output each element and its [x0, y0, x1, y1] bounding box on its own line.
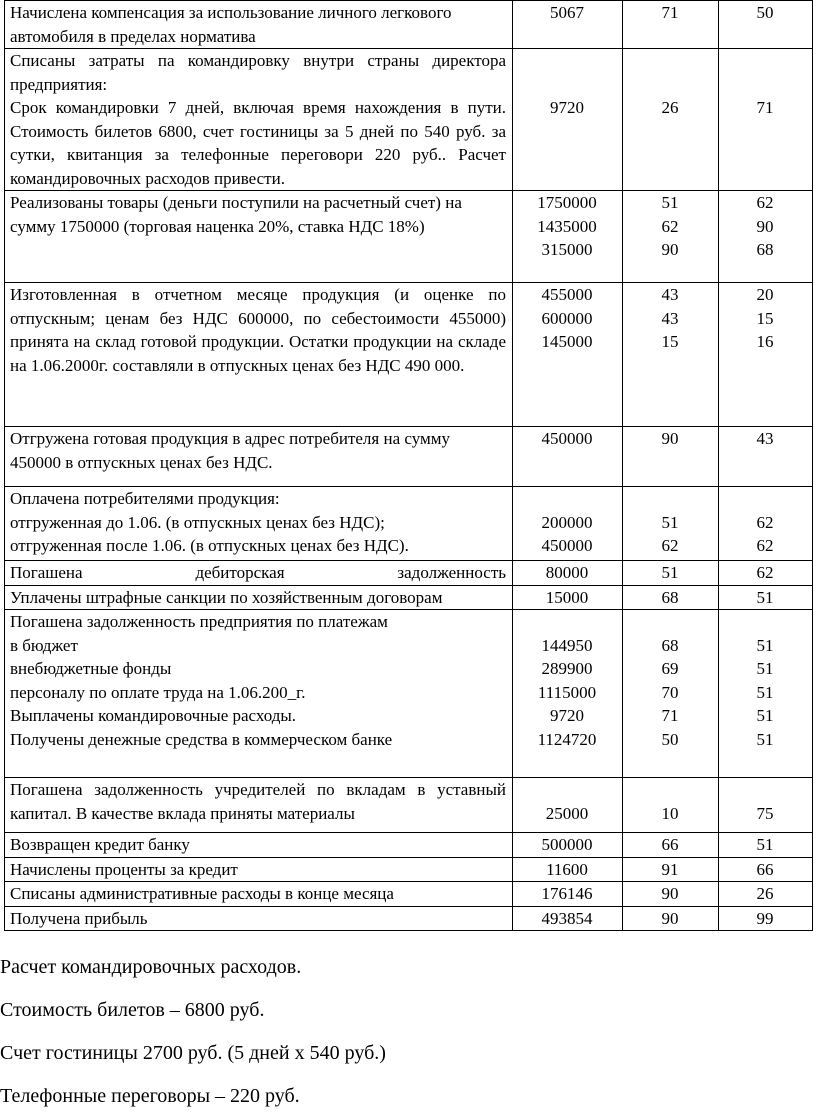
table-row [5, 191, 813, 283]
credit-account: 66 [756, 859, 774, 879]
debit-cell [623, 191, 719, 283]
debit-account: 26 [661, 98, 679, 117]
credit-account: 51 [756, 635, 774, 655]
amount-value: 9720 [550, 706, 584, 725]
amount-cell [513, 882, 623, 907]
amount-value: 1115000 [537, 682, 597, 702]
amount-value: 200000 [541, 512, 593, 532]
debit-account: 69 [661, 659, 679, 678]
credit-account: 43 [756, 429, 774, 448]
credit-account: 68 [756, 240, 774, 259]
description-line: Изготовленная в отчетном месяце продукция (и оценке по отпускным; ценам без НДС 600000, по себестоимости 455000) принята на склад готовой продукции. Остатки продукции на складе на 1.06.2000г. составляли в отпускных ценах без НДС 490 000. [10, 285, 506, 375]
amount-value: 450000 [541, 536, 593, 555]
amount-cell [513, 906, 623, 931]
debit-cell [623, 49, 719, 191]
debit-account: 68 [661, 635, 679, 655]
amount-cell [513, 585, 623, 610]
debit-account: 66 [661, 835, 679, 854]
table-row [5, 1, 813, 49]
description-line: Возвращен кредит банку [10, 835, 190, 854]
debit-cell [623, 857, 719, 882]
debit-account: 43 [661, 308, 679, 328]
table-row [5, 283, 813, 427]
debit-account: 51 [661, 563, 679, 582]
operation-description [5, 585, 513, 610]
table-row [5, 857, 813, 882]
debit-account: 68 [661, 587, 679, 607]
debit-account: 71 [661, 706, 679, 725]
debit-account: 90 [661, 908, 679, 928]
amount-cell [513, 833, 623, 858]
description-line: Оплачена потребителями продукция: [10, 489, 280, 508]
description-line: отгруженная после 1.06. (в отпускных ценах без НДС). [10, 536, 409, 555]
table-row [5, 778, 813, 833]
description-line: Реализованы товары (деньги поступили на расчетный счет) на сумму 1750000 (торговая наценка 20%, ставка НДС 18%) [10, 193, 462, 236]
debit-cell [623, 585, 719, 610]
credit-cell [719, 487, 813, 561]
description-line: 450000 в отпускных ценах без НДС. [10, 452, 273, 472]
debit-cell [623, 882, 719, 907]
notes-tickets: Стоимость билетов – 6800 руб. [0, 999, 265, 1021]
credit-account: 51 [756, 706, 774, 725]
debit-cell [623, 906, 719, 931]
credit-account: 15 [756, 308, 774, 328]
description-line: Получена прибыль [10, 908, 148, 928]
notes-phone: Телефонные переговоры – 220 руб. [0, 1085, 300, 1107]
amount-value: 493854 [541, 908, 593, 928]
credit-account: 75 [756, 803, 774, 823]
description-line: Списаны административные расходы в конце месяца [10, 884, 394, 903]
description-line: Начислена компенсация за использование личного легкового автомобиля в пределах норматива [10, 3, 452, 46]
debit-account: 90 [661, 240, 679, 259]
debit-account: 62 [661, 536, 679, 555]
operations-table [4, 0, 813, 931]
debit-account: 71 [661, 3, 679, 22]
credit-account: 50 [756, 3, 774, 22]
credit-cell [719, 778, 813, 833]
notes-heading: Расчет командировочных расходов. [0, 956, 302, 978]
description-line: Уплачены штрафные санкции по хозяйственным договорам [10, 587, 443, 607]
debit-account: 51 [661, 512, 679, 532]
operation-description [5, 49, 513, 191]
debit-account: 90 [661, 884, 679, 903]
credit-cell [719, 906, 813, 931]
amount-value: 15000 [545, 587, 589, 607]
credit-account: 26 [756, 884, 774, 903]
operation-description [5, 561, 513, 586]
credit-account: 99 [756, 908, 774, 928]
description-line: Получены денежные средства в коммерческом банке [10, 729, 393, 749]
debit-account: 15 [661, 332, 679, 351]
amount-value: 144950 [541, 635, 593, 655]
amount-value: 450000 [541, 429, 593, 448]
table-row [5, 427, 813, 487]
credit-cell [719, 283, 813, 427]
operation-description [5, 283, 513, 427]
credit-account: 62 [756, 563, 774, 582]
debit-cell [623, 427, 719, 487]
description-line: Погашена задолженность учредителей по вкладам в уставный капитал. В качестве вклада приняты материалы [10, 780, 506, 823]
table-row [5, 882, 813, 907]
debit-cell [623, 283, 719, 427]
debit-cell [623, 833, 719, 858]
credit-account: 90 [756, 216, 774, 236]
amount-value: 25000 [545, 803, 589, 823]
amount-value: 1750000 [537, 193, 597, 212]
credit-cell [719, 427, 813, 487]
description-line: внебюджетные фонды [10, 659, 172, 678]
table-row [5, 49, 813, 191]
credit-cell [719, 882, 813, 907]
operation-description [5, 191, 513, 283]
description-line: Отгружена готовая продукция в адрес потребителя на сумму [10, 429, 450, 448]
operation-description [5, 833, 513, 858]
amount-cell [513, 487, 623, 561]
amount-value: 455000 [541, 285, 593, 304]
debit-account: 43 [661, 285, 679, 304]
amount-value: 1124720 [537, 729, 597, 749]
credit-account: 51 [756, 729, 774, 749]
credit-account: 62 [756, 536, 774, 555]
description-line: Начислены проценты за кредит [10, 859, 238, 879]
table-row [5, 585, 813, 610]
amount-cell [513, 427, 623, 487]
credit-account: 71 [756, 98, 774, 117]
table-row [5, 561, 813, 586]
amount-value: 1435000 [537, 216, 597, 236]
operation-description [5, 882, 513, 907]
debit-cell [623, 1, 719, 49]
operation-description [5, 778, 513, 833]
description-line: в бюджет [10, 635, 78, 655]
credit-cell [719, 49, 813, 191]
operation-description [5, 906, 513, 931]
credit-cell [719, 833, 813, 858]
amount-value: 9720 [550, 98, 584, 117]
description-line: отгруженная до 1.06. (в отпускных ценах без НДС); [10, 512, 385, 532]
credit-account: 62 [756, 512, 774, 532]
credit-account: 16 [756, 332, 774, 351]
description-line: Погашена задолженность предприятия по платежам [10, 612, 388, 631]
notes-hotel: Счет гостиницы 2700 руб. (5 дней х 540 руб.) [0, 1042, 386, 1064]
credit-cell [719, 585, 813, 610]
operation-description [5, 487, 513, 561]
description-line: Выплачены командировочные расходы. [10, 706, 297, 725]
debit-cell [623, 610, 719, 778]
amount-value: 500000 [541, 835, 593, 854]
credit-account: 62 [756, 193, 774, 212]
amount-cell [513, 857, 623, 882]
debit-cell [623, 778, 719, 833]
table-row [5, 487, 813, 561]
amount-cell [513, 561, 623, 586]
debit-account: 50 [661, 729, 679, 749]
debit-account: 70 [661, 682, 679, 702]
debit-account: 10 [661, 803, 679, 823]
table-row [5, 833, 813, 858]
amount-value: 145000 [541, 332, 593, 351]
table-row [5, 610, 813, 778]
description-line: персоналу по оплате труда на 1.06.200_г. [10, 682, 306, 702]
amount-cell [513, 610, 623, 778]
operation-description [5, 1, 513, 49]
credit-account: 51 [756, 682, 774, 702]
amount-cell [513, 1, 623, 49]
credit-account: 51 [756, 659, 774, 678]
credit-account: 51 [756, 835, 774, 854]
operation-description [5, 427, 513, 487]
description-line: Погашена дебиторская задолженность [10, 563, 506, 582]
credit-cell [719, 191, 813, 283]
travel-expense-calculation [0, 946, 816, 1118]
debit-account: 90 [661, 429, 679, 448]
amount-cell [513, 49, 623, 191]
credit-cell [719, 561, 813, 586]
debit-cell [623, 487, 719, 561]
debit-account: 62 [661, 216, 679, 236]
table-row [5, 906, 813, 931]
debit-account: 51 [661, 193, 679, 212]
amount-value: 11600 [546, 859, 588, 879]
credit-cell [719, 610, 813, 778]
amount-value: 5067 [550, 3, 584, 22]
description-line: Списаны затраты па командировку внутри страны директора предприятия: [10, 51, 506, 94]
operations-table-body [5, 1, 813, 931]
amount-cell [513, 191, 623, 283]
amount-value: 315000 [541, 240, 593, 259]
amount-value: 176146 [541, 884, 593, 903]
debit-account: 91 [661, 859, 679, 879]
amount-cell [513, 778, 623, 833]
amount-cell [513, 283, 623, 427]
credit-account: 51 [756, 587, 774, 607]
credit-cell [719, 857, 813, 882]
credit-account: 20 [756, 285, 774, 304]
amount-value: 289900 [541, 659, 593, 678]
operation-description [5, 610, 513, 778]
amount-value: 80000 [545, 563, 589, 582]
amount-value: 600000 [541, 308, 593, 328]
description-line: Срок командировки 7 дней, включая время нахождения в пути. Стоимость билетов 6800, счет гостиницы за 5 дней по 540 руб. за сутки, квитанция за телефонные переговори 220 руб.. Расчет командировочных расходов привести. [10, 98, 506, 188]
operation-description [5, 857, 513, 882]
debit-cell [623, 561, 719, 586]
credit-cell [719, 1, 813, 49]
